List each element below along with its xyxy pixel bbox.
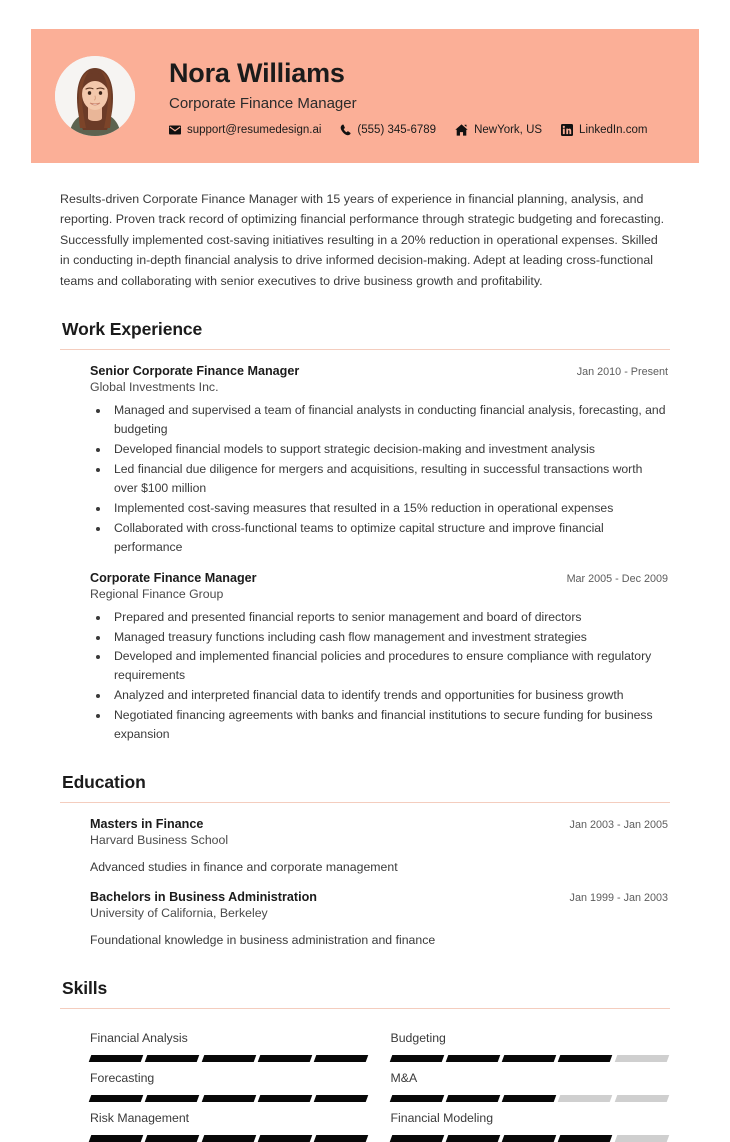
list-item: • Developed financial models to support strategic decision-making and investment analysis [110,440,668,459]
summary-paragraph: Results-driven Corporate Finance Manager with 15 years of experience in financial planning, analysis, and reporting. Proven track record of optimizing financial performance through strategic budgeting and forecasting. Successfully implemented cost-saving initiatives resulting in a 20% reduction in operational expenses. Skilled in conducting in-depth financial analysis to drive informed decision-making. Adept at leading cross-functional teams and collaborating with senior executives to drive business growth and profitability. [60,192,665,288]
home-icon [455,124,468,136]
contact-email-label: support@resumedesign.ai [187,123,322,136]
education-date: Jan 1999 - Jan 2003 [569,892,668,905]
education-date: Jan 2003 - Jan 2005 [569,818,668,831]
skill-level-bar [90,1055,368,1062]
skill-segment [389,1095,444,1102]
skill-item [391,1062,669,1102]
skill-segment [314,1095,369,1102]
education-entry-head [90,890,668,904]
list-item: • Developed and implemented financial policies and procedures to ensure compliance with regulatory requirements [110,647,668,685]
skill-segment [614,1055,669,1062]
education-description: Advanced studies in finance and corporate management [90,859,398,874]
contact-email[interactable] [169,124,321,136]
education-school: Harvard Business School [90,832,229,847]
skill-segment [201,1135,256,1142]
skill-level-bar [391,1055,669,1062]
work-org: Regional Finance Group [90,586,224,601]
list-item: • Negotiated financing agreements with banks and financial institutions to secure funding for business expansion [110,706,668,744]
work-entry [60,571,670,744]
section-title-work: Work Experience [62,319,203,340]
skill-item [90,1102,368,1142]
skill-label: Budgeting [390,1030,446,1045]
skill-label: M&A [390,1070,418,1085]
work-entry [60,364,670,556]
section-skills [60,978,670,1142]
header-text-block [169,56,647,135]
skill-segment [614,1095,669,1102]
skill-segment [258,1095,313,1102]
resume-header [31,29,699,163]
work-bullets [90,401,668,556]
skill-segment [89,1055,144,1062]
skill-segment [201,1095,256,1102]
contact-phone-label: (555) 345-6789 [357,123,437,136]
list-item: • Led financial due diligence for mergers and acquisitions, resulting in successful transactions worth over $100 million [110,460,668,498]
resume-page [0,29,730,1125]
skill-item [90,1062,368,1102]
work-role: Corporate Finance Manager [90,570,257,585]
skill-level-bar [391,1095,669,1102]
education-entry-head [90,817,668,831]
phone-icon [340,124,351,136]
job-title: Corporate Finance Manager [169,94,357,112]
section-education [60,772,670,950]
skill-segment [201,1055,256,1062]
skill-level-bar [90,1135,368,1142]
envelope-icon [169,125,181,135]
education-entry [60,890,670,949]
skill-item [391,1102,669,1142]
contact-location-label: NewYork, US [474,123,543,136]
skill-segment [502,1055,557,1062]
section-divider [60,1008,670,1009]
skill-segment [558,1095,613,1102]
list-item: • Implemented cost-saving measures that resulted in a 15% reduction in operational expenses [110,499,668,518]
skill-segment [145,1055,200,1062]
contact-linkedin[interactable] [561,124,647,136]
education-entry [60,817,670,876]
section-title-education: Education [62,771,146,792]
resume-body [31,189,699,1142]
work-date: Jan 2010 - Present [576,366,668,379]
contact-phone[interactable] [340,124,436,136]
work-date: Mar 2005 - Dec 2009 [566,572,668,585]
avatar [55,56,135,136]
skill-segment [145,1135,200,1142]
education-description: Foundational knowledge in business administration and finance [90,933,436,948]
skill-item [391,1022,669,1062]
skill-label: Risk Management [90,1110,190,1125]
skill-segment [314,1135,369,1142]
section-divider [60,802,670,803]
skill-segment [446,1095,501,1102]
skill-segment [614,1135,669,1142]
linkedin-icon [561,124,573,136]
skill-segment [389,1055,444,1062]
skill-segment [558,1135,613,1142]
work-org: Global Investments Inc. [90,380,219,395]
skill-segment [145,1095,200,1102]
section-work-experience [60,319,670,744]
education-degree: Bachelors in Business Administration [90,890,317,905]
list-item: • Prepared and presented financial reports to senior management and board of directors [110,608,668,627]
list-item: • Managed and supervised a team of financial analysts in conducting financial analysis, forecasting, and budgeting [110,401,668,439]
skill-segment [89,1095,144,1102]
skill-item [90,1022,368,1062]
skill-segment [446,1135,501,1142]
skill-level-bar [90,1095,368,1102]
skill-segment [258,1135,313,1142]
skill-segment [558,1055,613,1062]
skill-segment [314,1055,369,1062]
contact-linkedin-label: LinkedIn.com [579,123,648,136]
work-entry-head [90,364,668,378]
work-entry-head [90,571,668,585]
skill-segment [389,1135,444,1142]
skill-label: Financial Modeling [390,1110,494,1125]
skill-segment [502,1095,557,1102]
skill-label: Forecasting [90,1070,155,1085]
skill-level-bar [391,1135,669,1142]
skill-segment [89,1135,144,1142]
education-school: University of California, Berkeley [90,906,268,921]
skill-segment [502,1135,557,1142]
work-role: Senior Corporate Finance Manager [90,364,300,379]
education-degree: Masters in Finance [90,816,204,831]
skill-label: Financial Analysis [90,1030,188,1045]
work-bullets [90,608,668,744]
page-title: Nora Williams [169,58,345,89]
skill-segment [258,1055,313,1062]
list-item: • Collaborated with cross-functional teams to optimize capital structure and improve financial performance [110,519,668,557]
contact-row [169,124,647,136]
list-item: • Analyzed and interpreted financial data to identify trends and opportunities for business growth [110,686,668,705]
list-item: • Managed treasury functions including cash flow management and investment strategies [110,628,668,647]
section-divider [60,349,670,350]
contact-location[interactable] [455,124,542,136]
skill-segment [446,1055,501,1062]
section-title-skills: Skills [62,977,108,998]
skills-grid [60,1022,670,1142]
